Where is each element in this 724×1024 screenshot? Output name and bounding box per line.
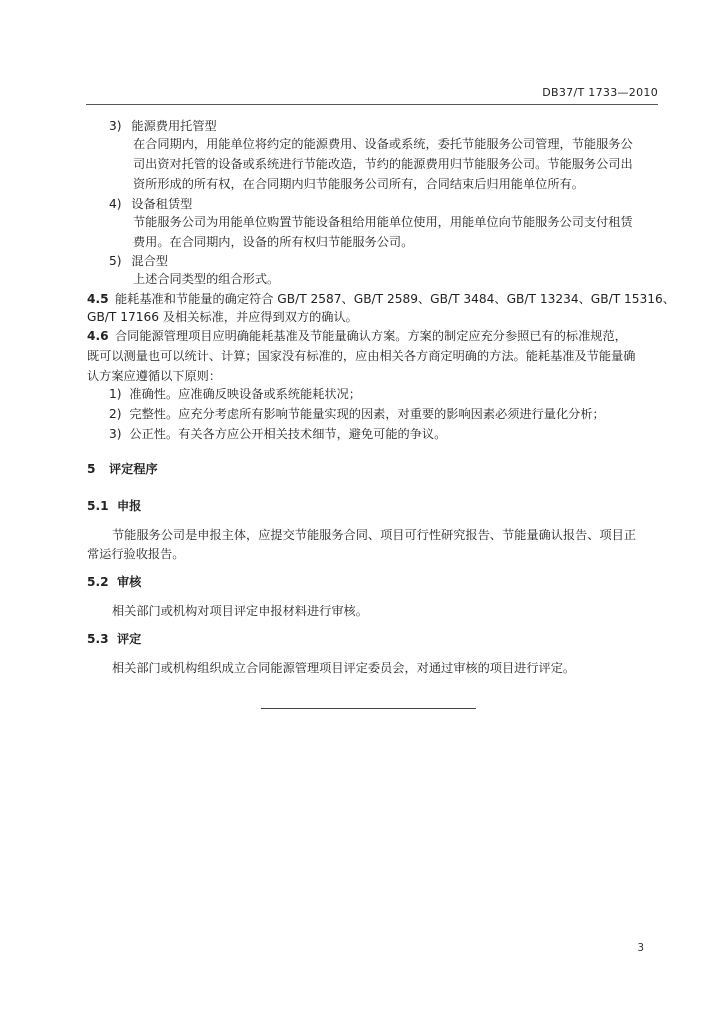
principle-marker: 1) bbox=[109, 387, 122, 401]
subsection-title: 审核 bbox=[117, 575, 142, 589]
principle-text: 完整性。应充分考虑所有影响节能量实现的因素，对重要的影响因素必须进行量化分析； bbox=[129, 407, 605, 421]
clause-text-line: 既可以测量也可以统计、计算；国家没有标准的，应由相关各方商定明确的方法。能耗基准及节能量确 bbox=[87, 349, 636, 363]
list-item-marker: 5) bbox=[109, 254, 122, 268]
clause-number: 4.5 bbox=[87, 292, 109, 306]
list-item-marker: 3) bbox=[109, 119, 122, 133]
principle-text: 公正性。有关各方应公开相关技术细节，避免可能的争议。 bbox=[129, 427, 447, 441]
clause-text-line: 合同能源管理项目应明确能耗基准及节能量确认方案。方案的制定应充分参照已有的标准规范， bbox=[115, 329, 627, 343]
list-item-title-text: 混合型 bbox=[131, 254, 168, 268]
paragraph-line: 常运行验收报告。 bbox=[87, 547, 185, 561]
header-rule bbox=[86, 104, 658, 105]
section-number: 5 bbox=[87, 462, 96, 476]
principle-marker: 3) bbox=[109, 427, 122, 441]
list-item-body-line: 上述合同类型的组合形式。 bbox=[133, 272, 280, 286]
principle-item bbox=[109, 405, 605, 423]
list-item-body-line: 司出资对托管的设备或系统进行节能改造，节约的能源费用归节能服务公司。节能服务公司出 bbox=[133, 157, 633, 171]
subsection-heading bbox=[87, 497, 141, 515]
principle-marker: 2) bbox=[109, 407, 122, 421]
clause-text-line: 认方案应遵循以下原则： bbox=[87, 369, 222, 383]
end-of-document-rule bbox=[261, 708, 476, 709]
clause-text-line: 能耗基准和节能量的确定符合 GB/T 2587、GB/T 2589、GB/T 3484、GB/T 13234、GB/T 15316、 bbox=[115, 292, 675, 306]
standard-code: DB37/T 1733—2010 bbox=[542, 86, 658, 99]
clause-number: 4.6 bbox=[87, 329, 109, 343]
clause-text-line: GB/T 17166 及相关标准，并应得到双方的确认。 bbox=[87, 310, 358, 324]
paragraph-line: 节能服务公司是申报主体，应提交节能服务合同、项目可行性研究报告、节能量确认报告、项目正 bbox=[112, 528, 637, 542]
list-item-body-line: 费用。在合同期内，设备的所有权归节能服务公司。 bbox=[133, 235, 414, 249]
principle-text: 准确性。应准确反映设备或系统能耗状况； bbox=[129, 387, 361, 401]
clause-4-6 bbox=[87, 327, 627, 345]
list-item-body-line: 资所形成的所有权，在合同期内归节能服务公司所有，合同结束后归用能单位所有。 bbox=[133, 177, 584, 191]
subsection-heading bbox=[87, 630, 141, 648]
list-item-title bbox=[109, 252, 168, 270]
section-heading bbox=[87, 460, 158, 478]
principle-item bbox=[109, 425, 446, 443]
paragraph-line: 相关部门或机构对项目评定申报材料进行审核。 bbox=[112, 604, 368, 618]
subsection-title: 评定 bbox=[117, 632, 142, 646]
subsection-title: 申报 bbox=[117, 499, 142, 513]
paragraph-line: 相关部门或机构组织成立合同能源管理项目评定委员会，对通过审核的项目进行评定。 bbox=[112, 661, 576, 675]
list-item-body-line: 节能服务公司为用能单位购置节能设备租给用能单位使用，用能单位向节能服务公司支付租赁 bbox=[133, 215, 633, 229]
list-item-title bbox=[109, 195, 192, 213]
subsection-number: 5.3 bbox=[87, 632, 109, 646]
clause-4-5 bbox=[87, 290, 675, 308]
list-item-title-text: 能源费用托管型 bbox=[131, 119, 217, 133]
list-item-title-text: 设备租赁型 bbox=[131, 197, 193, 211]
subsection-number: 5.1 bbox=[87, 499, 109, 513]
subsection-heading bbox=[87, 573, 141, 591]
page-number: 3 bbox=[637, 942, 644, 954]
principle-item bbox=[109, 385, 361, 403]
subsection-number: 5.2 bbox=[87, 575, 109, 589]
list-item-body-line: 在合同期内，用能单位将约定的能源费用、设备或系统，委托节能服务公司管理，节能服务公 bbox=[133, 137, 633, 151]
list-item-title bbox=[109, 117, 217, 135]
list-item-marker: 4) bbox=[109, 197, 122, 211]
section-title: 评定程序 bbox=[109, 462, 158, 476]
